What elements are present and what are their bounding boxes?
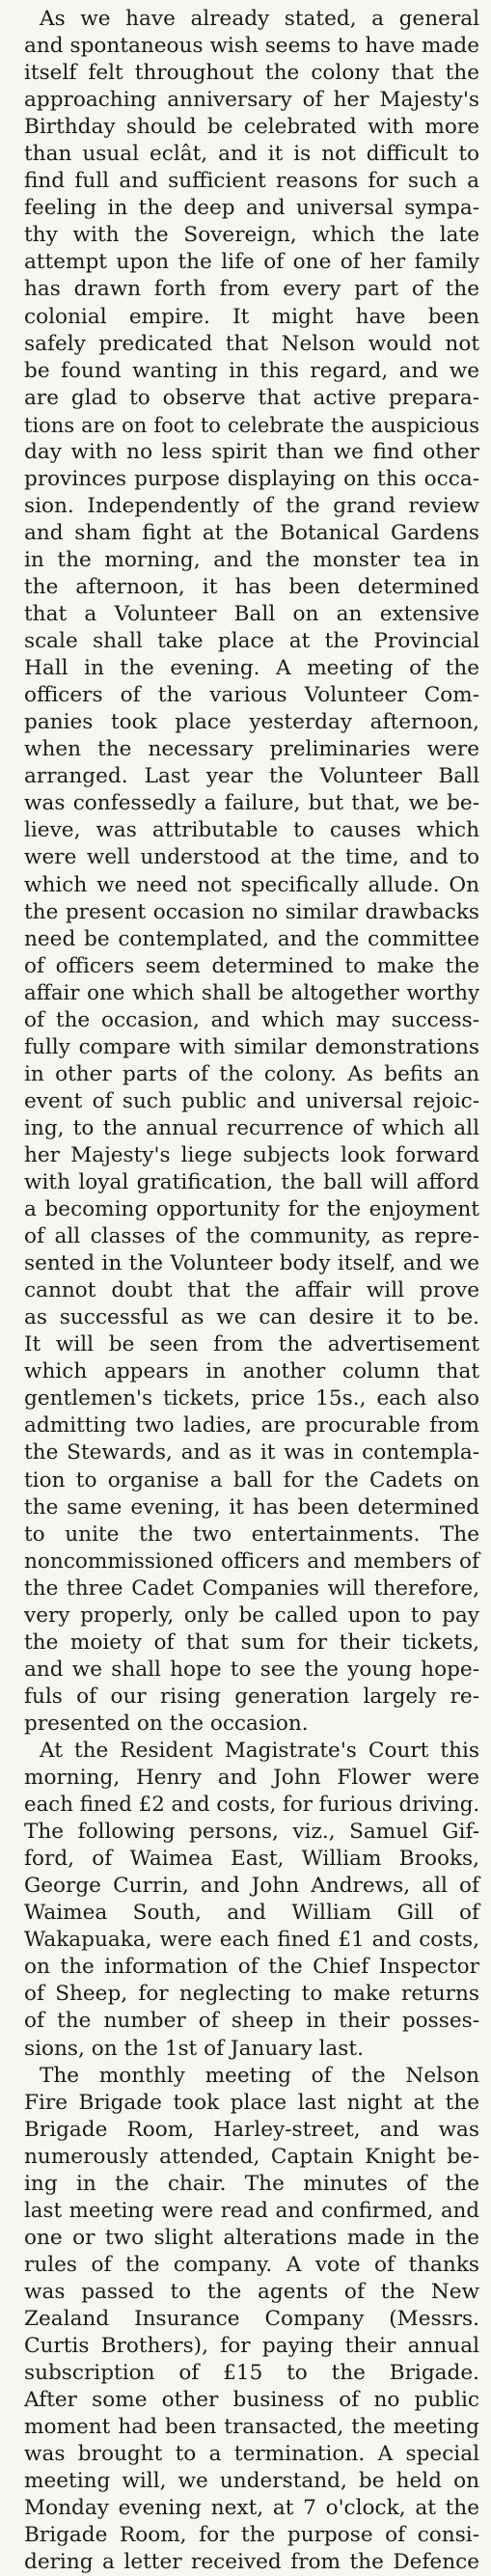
text-line: in other parts of the colony. As befits an [24,1061,479,1086]
text-line: of officers seem determined to make the [24,953,479,978]
paragraph-volunteer-ball [24,6,479,1738]
text-line: tions are on foot to celebrate the auspicious [24,413,479,437]
text-line: the Stewards, and as it was in contempla- [24,1440,479,1466]
text-line: Birthday should be celebrated with more [24,115,479,140]
text-line: affair one which shall be altogether worthy [24,980,479,1005]
text-line: the three Cadet Companies will therefore, [24,1576,479,1601]
text-line: has drawn forth from every part of the [24,277,479,302]
text-line: and sham fight at the Botanical Gardens [24,520,479,545]
text-line: and spontaneous wish seems to have made [24,34,479,59]
text-line: Waimea South, and William Gill of [24,1901,479,1926]
text-line: of the number of sheep in their posses- [24,2009,479,2034]
text-line: ing in the chair. The minutes of the [24,2171,479,2196]
text-line: Fire Brigade took place last night at the [24,2090,479,2115]
text-line: day with no less spirit than we find other [24,439,479,464]
text-line: the moiety of that sum for their tickets, [24,1630,479,1655]
text-line: thy with the Sovereign, which the late [24,223,479,248]
text-line: panies took place yesterday afternoon, [24,710,479,735]
text-line: need be contemplated, and the committee [24,926,479,951]
text-line: The following persons, viz., Samuel Gif- [24,1820,479,1845]
text-line: admitting two ladies, are procurable from [24,1413,479,1439]
text-line: lieve, was attributable to causes which [24,818,479,843]
text-line: Hall in the evening. A meeting of the [24,656,479,681]
text-line: the afternoon, it has been determined [24,574,479,599]
text-line: the same evening, it has been determined [24,1494,479,1520]
text-line: was confessedly a failure, but that, we be- [24,791,479,816]
text-line: Monday evening next, at 7 o'clock, at the [24,2496,479,2521]
text-line: provinces purpose displaying on this occa- [24,466,479,491]
text-line: one or two slight alterations made in the [24,2225,479,2250]
text-line: of the occasion, and which may success- [24,1007,479,1032]
text-line: It will be seen from the advertisement [24,1332,479,1357]
text-line: noncommissioned officers and members of [24,1548,479,1574]
text-line: are glad to observe that active prepara- [24,385,479,410]
text-line: sions, on the 1st of January last. [24,2036,364,2061]
text-line: George Currin, and John Andrews, all of [24,1874,479,1899]
text-line: moment had been transacted, the meeting [24,2415,479,2440]
text-line: of all classes of the community, as repre- [24,1224,479,1249]
text-line: gentlemen's tickets, price 15s., each also [24,1386,479,1411]
text-line: last meeting were read and confirmed, and [24,2198,479,2223]
text-line: numerously attended, Captain Knight be- [24,2144,479,2169]
text-line: to unite the two entertainments. The [24,1521,479,1547]
text-line: a becoming opportunity for the enjoyment [24,1197,479,1222]
text-line: be found wanting in this regard, and we [24,358,479,383]
text-line: when the necessary preliminaries were [24,737,479,762]
text-line: Wakapuaka, were each fined £1 and costs, [24,1928,479,1953]
text-line: than usual eclât, and it is not difficult to [24,142,479,167]
text-line: on the information of the Chief Inspector [24,1955,479,1980]
text-line: that a Volunteer Ball on an extensive [24,602,479,627]
text-line: At the Resident Magistrate's Court this [40,1739,479,1763]
text-line: ford, of Waimea East, William Brooks, [24,1847,479,1872]
text-line: colonial empire. It might have been [24,304,479,329]
text-line: were well understood at the time, and to [24,845,479,870]
text-line: of Sheep, for neglecting to make returns [24,1982,479,2007]
text-line: presented on the occasion. [24,1711,309,1736]
text-line: After some other business of no public [24,2388,479,2413]
text-line: as successful as we can desire it to be. [24,1305,479,1330]
text-line: subscription of £15 to the Brigade. [24,2361,479,2386]
text-line: Zealand Insurance Company (Messrs. [24,2306,479,2331]
text-line: ing, to the annual recurrence of which all [24,1115,479,1140]
text-line: feeling in the deep and universal sympa- [24,196,479,221]
text-line: fuls of our rising generation largely re- [24,1684,479,1709]
text-line: in the morning, and the monster tea in [24,547,479,572]
text-line: was brought to a termination. A special [24,2442,479,2467]
text-line: rules of the company. A vote of thanks [24,2252,479,2277]
text-line: find full and sufficient reasons for such a [24,169,479,194]
text-line: sion. Independently of the grand review [24,493,479,518]
text-line: the present occasion no similar drawbacks [24,899,479,924]
paragraph-magistrates-court [24,1738,479,2063]
text-line: arranged. Last year the Volunteer Ball [24,764,479,789]
text-line: which we need not specifically allude. On [24,872,479,897]
text-line: officers of the various Volunteer Com- [24,683,479,708]
text-line: approaching anniversary of her Majesty's [24,88,479,113]
text-line: Brigade Room, Harley-street, and was [24,2117,479,2142]
text-line: her Majesty's liege subjects look forward [24,1142,479,1167]
text-line: As we have already stated, a general [40,7,479,31]
article-column [24,6,479,2576]
text-line: morning, Henry and John Flower were [24,1766,479,1791]
text-line: with loyal gratification, the ball will afford [24,1170,479,1195]
text-line: very properly, only be called upon to pay [24,1603,479,1628]
text-line: sented in the Volunteer body itself, and we [24,1251,479,1276]
text-line: and we shall hope to see the young hope- [24,1657,479,1682]
text-line: attempt upon the life of one of her family [24,250,479,275]
text-line: tion to organise a ball for the Cadets on [24,1467,479,1493]
text-line: The monthly meeting of the Nelson [40,2063,479,2088]
text-line: meeting will, we understand, be held on [24,2469,479,2494]
text-line: cannot doubt that the affair will prove [24,1278,479,1303]
text-line: scale shall take place at the Provincial [24,629,479,654]
text-line: event of such public and universal rejoic- [24,1088,479,1113]
paragraph-fire-brigade [24,2063,479,2576]
text-line: fully compare with similar demonstrations [24,1034,479,1059]
text-line: Curtis Brothers), for paying their annual [24,2334,479,2359]
text-line: each fined £2 and costs, for furious driving. [24,1793,480,1818]
text-line: Brigade Room, for the purpose of consi- [24,2523,479,2548]
text-line: was passed to the agents of the New [24,2279,479,2304]
text-line: dering a letter received from the Defence [24,2550,479,2575]
text-line: itself felt throughout the colony that the [24,61,479,86]
text-line: which appears in another column that [24,1359,479,1384]
text-line: safely predicated that Nelson would not [24,331,479,356]
